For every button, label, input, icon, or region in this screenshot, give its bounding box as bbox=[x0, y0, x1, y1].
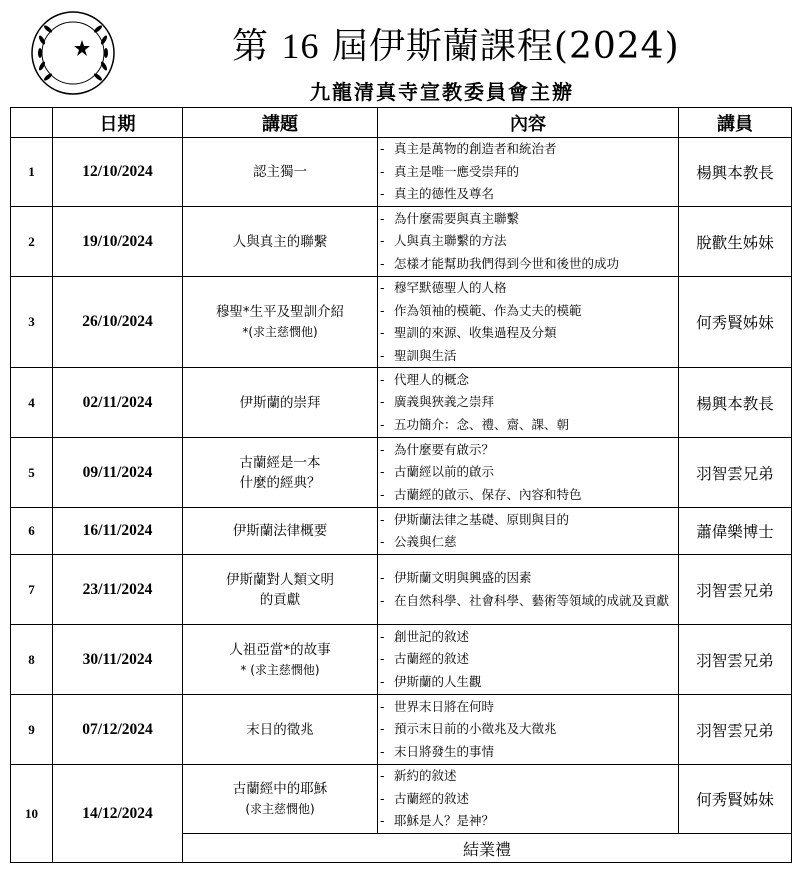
content-list bbox=[378, 626, 678, 694]
table-row bbox=[11, 625, 792, 695]
session-speaker: 楊興本教長 bbox=[679, 368, 792, 438]
session-topic bbox=[183, 508, 378, 555]
session-speaker: 羽智雲兄弟 bbox=[679, 555, 792, 625]
session-speaker: 蕭偉樂博士 bbox=[679, 508, 792, 555]
page-title bbox=[232, 18, 680, 69]
session-speaker: 何秀賢姊妹 bbox=[679, 277, 792, 368]
session-topic bbox=[183, 277, 378, 368]
table-row bbox=[11, 695, 792, 765]
session-number: 6 bbox=[11, 508, 53, 555]
session-topic bbox=[183, 695, 378, 765]
session-date: 26/10/2024 bbox=[53, 277, 183, 368]
session-content bbox=[378, 277, 679, 368]
header-speaker: 講員 bbox=[679, 108, 792, 138]
topic-title: 古蘭經是一本 bbox=[239, 454, 321, 471]
content-item: - 伊斯蘭法律之基礎、原則與目的 bbox=[378, 509, 678, 532]
content-item: - 古蘭經的敘述 bbox=[378, 648, 678, 671]
session-topic bbox=[183, 207, 378, 277]
content-list bbox=[378, 696, 678, 764]
title-suffix: 屆伊斯蘭課程(2024) bbox=[331, 26, 680, 67]
header-content: 內容 bbox=[378, 108, 679, 138]
session-number: 2 bbox=[11, 207, 53, 277]
table-body bbox=[11, 138, 792, 863]
content-item: - 為什麼要有啟示？ bbox=[378, 439, 678, 462]
content-item: - 為什麼需要與真主聯繫 bbox=[378, 208, 678, 231]
content-list bbox=[378, 509, 678, 554]
content-item: - 古蘭經的啟示、保存、內容和特色 bbox=[378, 484, 678, 507]
topic-title: 認主獨一 bbox=[253, 164, 307, 180]
session-date: 14/12/2024 bbox=[53, 765, 183, 863]
content-item: - 穆罕默德聖人的人格 bbox=[378, 277, 678, 300]
session-date: 16/11/2024 bbox=[53, 508, 183, 555]
course-schedule-table bbox=[10, 107, 792, 863]
session-number: 9 bbox=[11, 695, 53, 765]
session-speaker: 何秀賢姊妹 bbox=[679, 765, 792, 834]
content-item: - 怎樣才能幫助我們得到今世和後世的成功 bbox=[378, 253, 678, 276]
session-content bbox=[378, 368, 679, 438]
content-item: - 伊斯蘭文明與興盛的因素 bbox=[378, 567, 678, 590]
topic-note: 什麼的經典？ bbox=[239, 474, 321, 491]
session-number: 10 bbox=[11, 765, 53, 863]
topic-note: 的貢獻 bbox=[259, 591, 301, 608]
session-topic bbox=[183, 555, 378, 625]
session-speaker: 脫歡生姊妹 bbox=[679, 207, 792, 277]
table-row bbox=[11, 438, 792, 508]
session-topic bbox=[183, 368, 378, 438]
session-number: 4 bbox=[11, 368, 53, 438]
content-item: - 代理人的概念 bbox=[378, 369, 678, 392]
session-content bbox=[378, 695, 679, 765]
session-content bbox=[378, 765, 679, 834]
content-list bbox=[378, 138, 678, 206]
content-item: - 廣義與狹義之崇拜 bbox=[378, 391, 678, 414]
title-number: 16 bbox=[281, 26, 320, 66]
topic-title: 人與真主的聯繫 bbox=[232, 233, 328, 250]
topic-title: 伊斯蘭的崇拜 bbox=[239, 394, 321, 411]
content-list bbox=[378, 369, 678, 437]
session-date: 07/12/2024 bbox=[53, 695, 183, 765]
content-item: - 末日將發生的事情 bbox=[378, 741, 678, 764]
session-content bbox=[378, 625, 679, 695]
session-number: 1 bbox=[11, 138, 53, 207]
content-item: - 聖訓與生活 bbox=[378, 345, 678, 368]
content-item: - 真主是唯一應受崇拜的 bbox=[378, 161, 678, 184]
header-no bbox=[11, 108, 53, 138]
content-item: - 新約的敘述 bbox=[378, 765, 678, 788]
mosque-emblem-logo bbox=[30, 10, 116, 96]
content-item: - 聖訓的來源、收集過程及分類 bbox=[378, 322, 678, 345]
content-item: - 古蘭經以前的啟示 bbox=[378, 461, 678, 484]
session-topic bbox=[183, 765, 378, 834]
content-item: - 古蘭經的敘述 bbox=[378, 788, 678, 811]
session-date: 12/10/2024 bbox=[53, 138, 183, 207]
closing-ceremony: 結業禮 bbox=[183, 834, 792, 863]
topic-title: 末日的徵兆 bbox=[246, 721, 314, 738]
content-item: - 伊斯蘭的人生觀 bbox=[378, 671, 678, 694]
content-item: - 公義與仁慈 bbox=[378, 531, 678, 554]
session-content bbox=[378, 508, 679, 555]
content-item: - 世界末日將在何時 bbox=[378, 696, 678, 719]
topic-note: (求主慈憫他) bbox=[245, 802, 315, 816]
table-row bbox=[11, 368, 792, 438]
session-content bbox=[378, 207, 679, 277]
session-date: 19/10/2024 bbox=[53, 207, 183, 277]
topic-note: *(求主慈憫他) bbox=[242, 325, 318, 339]
session-date: 09/11/2024 bbox=[53, 438, 183, 508]
table-row bbox=[11, 765, 792, 834]
content-list bbox=[378, 439, 678, 507]
session-date: 23/11/2024 bbox=[53, 555, 183, 625]
session-number: 7 bbox=[11, 555, 53, 625]
content-item: - 預示末日前的小徵兆及大徵兆 bbox=[378, 718, 678, 741]
topic-title: 人祖亞當*的故事 bbox=[229, 641, 331, 658]
session-content bbox=[378, 438, 679, 508]
content-item: - 耶穌是人？是神？ bbox=[378, 810, 678, 833]
content-list bbox=[378, 765, 678, 833]
table-row bbox=[11, 207, 792, 277]
session-speaker: 羽智雲兄弟 bbox=[679, 625, 792, 695]
session-topic bbox=[183, 138, 378, 207]
header-topic: 講題 bbox=[183, 108, 378, 138]
table-row bbox=[11, 508, 792, 555]
table-row bbox=[11, 138, 792, 207]
session-topic bbox=[183, 438, 378, 508]
content-item: - 在自然科學、社會科學、藝術等領域的成就及貢獻 bbox=[378, 590, 678, 612]
session-content bbox=[378, 138, 679, 207]
topic-title: 伊斯蘭對人類文明 bbox=[226, 571, 334, 588]
session-speaker: 羽智雲兄弟 bbox=[679, 438, 792, 508]
session-date: 30/11/2024 bbox=[53, 625, 183, 695]
session-number: 3 bbox=[11, 277, 53, 368]
page-subtitle: 九龍清真寺宣教委員會主辦 bbox=[310, 80, 574, 104]
content-list bbox=[378, 277, 678, 367]
session-date: 02/11/2024 bbox=[53, 368, 183, 438]
topic-title: 古蘭經中的耶穌 bbox=[232, 781, 328, 797]
session-speaker: 羽智雲兄弟 bbox=[679, 695, 792, 765]
content-item: - 人與真主聯繫的方法 bbox=[378, 230, 678, 253]
content-list bbox=[378, 208, 678, 276]
header-date: 日期 bbox=[53, 108, 183, 138]
content-item: - 作為領袖的模範、作為丈夫的模範 bbox=[378, 300, 678, 323]
table-row bbox=[11, 555, 792, 625]
content-list bbox=[378, 567, 678, 612]
session-number: 8 bbox=[11, 625, 53, 695]
title-prefix: 第 bbox=[232, 26, 270, 67]
content-item: - 五功簡介：念、禮、齋、課、朝 bbox=[378, 414, 678, 437]
session-speaker: 楊興本教長 bbox=[679, 138, 792, 207]
topic-note: * (求主慈憫他) bbox=[240, 662, 320, 677]
content-item: - 真主是萬物的創造者和統治者 bbox=[378, 138, 678, 161]
topic-title: 伊斯蘭法律概要 bbox=[232, 523, 328, 539]
topic-title: 穆聖*生平及聖訓介紹 bbox=[215, 304, 345, 320]
session-content bbox=[378, 555, 679, 625]
content-item: - 真主的德性及尊名 bbox=[378, 183, 678, 206]
table-row bbox=[11, 277, 792, 368]
session-number: 5 bbox=[11, 438, 53, 508]
table-header-row bbox=[11, 108, 792, 138]
content-item: - 創世記的敘述 bbox=[378, 626, 678, 649]
session-topic bbox=[183, 625, 378, 695]
